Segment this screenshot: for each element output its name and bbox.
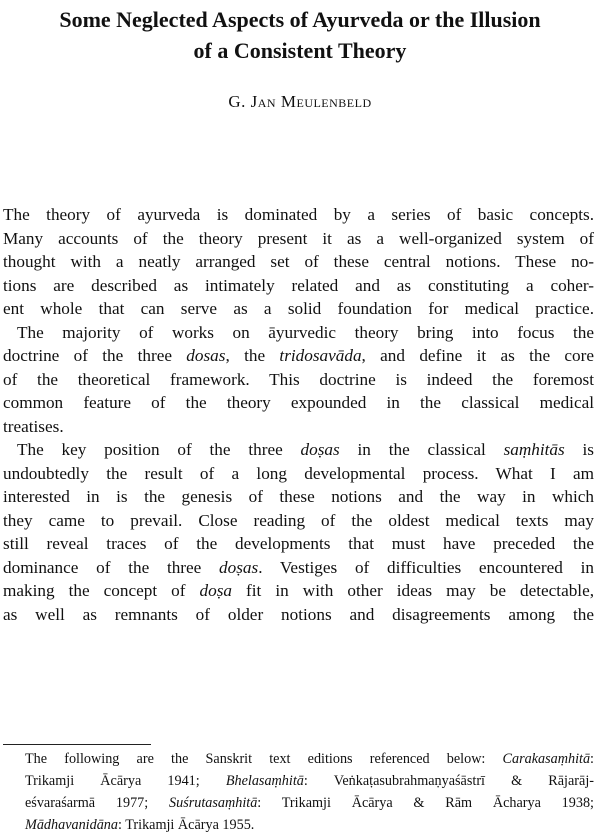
footnote-line [25, 814, 594, 836]
text-run: : Trikamji Ācārya 1955. [118, 817, 255, 833]
page-title [0, 4, 600, 66]
text-line [3, 438, 594, 462]
text-line: they came to prevail. Close reading of the oldest medical texts may [3, 510, 594, 530]
text-run: in the classical [339, 440, 504, 459]
italic-term: dosas [186, 346, 226, 365]
footnote-rule [3, 744, 151, 745]
text-line: treatises. [3, 416, 64, 436]
text-run: : Veṅkaṭasubrahmaṇyaśāstrī & Rājarāj- [303, 773, 594, 789]
text-line: undoubtedly the result of a long developmental process. What I am [3, 463, 594, 483]
text-line: still reveal traces of the developments that must have preceded the [3, 534, 594, 553]
paragraph-3 [3, 438, 594, 626]
text-run: eśvaraśarmā 1977; [25, 795, 169, 811]
text-line: Many accounts of the theory present it as a well-organized system of [3, 228, 594, 248]
text-line: as well as remnants of older notions and disagreements among the [3, 604, 594, 624]
text-run: : [590, 751, 594, 767]
italic-term: doṣas [300, 440, 340, 459]
text-run: The key position of the three [17, 440, 301, 459]
italic-term: Carakasaṃhitā [502, 751, 591, 767]
text-run: , the [225, 346, 280, 365]
author-first-sc: an [257, 92, 277, 111]
text-run: . Vestiges of difficulties encountered in [258, 557, 594, 577]
author-first: G. J [228, 92, 258, 111]
text-run: making the concept of [3, 581, 200, 600]
title-line-2: of a Consistent Theory [193, 38, 407, 63]
footnote [25, 748, 594, 836]
text-line: The theory of ayurveda is dominated by a series of basic concepts. [3, 205, 594, 224]
title-line-1: Some Neglected Aspects of Ayurveda or the Illusion [59, 7, 541, 32]
text-run: dominance of the three [3, 557, 220, 577]
footnote-line [25, 770, 594, 792]
text-line: of the theoretical framework. This doctrine is indeed the foremost [3, 369, 594, 389]
text-run: The following are the Sanskrit text editions referenced below: [25, 751, 503, 767]
text-run: fit in with other ideas may be detectable, [232, 581, 594, 600]
text-line: common feature of the theory expounded in the classical medical [3, 393, 594, 412]
footnote-line [25, 748, 594, 770]
text-run: doctrine of the three [3, 346, 187, 365]
italic-term: Bhelasaṃhitā [225, 773, 304, 789]
text-line [3, 344, 594, 368]
author-last: M [276, 92, 297, 111]
italic-term: Suśrutasaṃhitā [169, 795, 258, 811]
text-line [3, 579, 594, 603]
text-run: Trikamji Ācārya 1941; [25, 773, 226, 789]
text-line: ent whole that can serve as a solid foundation for medical practice. [3, 299, 594, 318]
text-line: tions are described as intimately related and as constituting a coher- [3, 275, 594, 295]
text-run: : Trikamji Ācārya & Rām Ācharya 1938; [257, 795, 594, 811]
italic-term: doṣas [219, 557, 259, 577]
text-run: is [564, 440, 594, 459]
text-line [3, 556, 594, 580]
text-line: The majority of works on āyurvedic theory bring into focus the [17, 322, 594, 342]
italic-term: tridosavāda [279, 346, 362, 365]
body-text [3, 203, 594, 626]
italic-term: Mādhavanidāna [25, 817, 118, 833]
italic-term: saṃhitās [503, 440, 565, 459]
footnote-line [25, 792, 594, 814]
text-line: thought with a neatly arranged set of these central notions. These no- [3, 252, 594, 271]
author-name [0, 92, 600, 112]
text-run: , and define it as the core [361, 346, 595, 365]
paragraph-2 [3, 321, 594, 439]
author-last-sc: eulenbeld [296, 92, 372, 111]
italic-term: doṣa [199, 581, 232, 600]
text-line: interested in is the genesis of these notions and the way in which [3, 487, 594, 506]
paragraph-1 [3, 203, 594, 321]
